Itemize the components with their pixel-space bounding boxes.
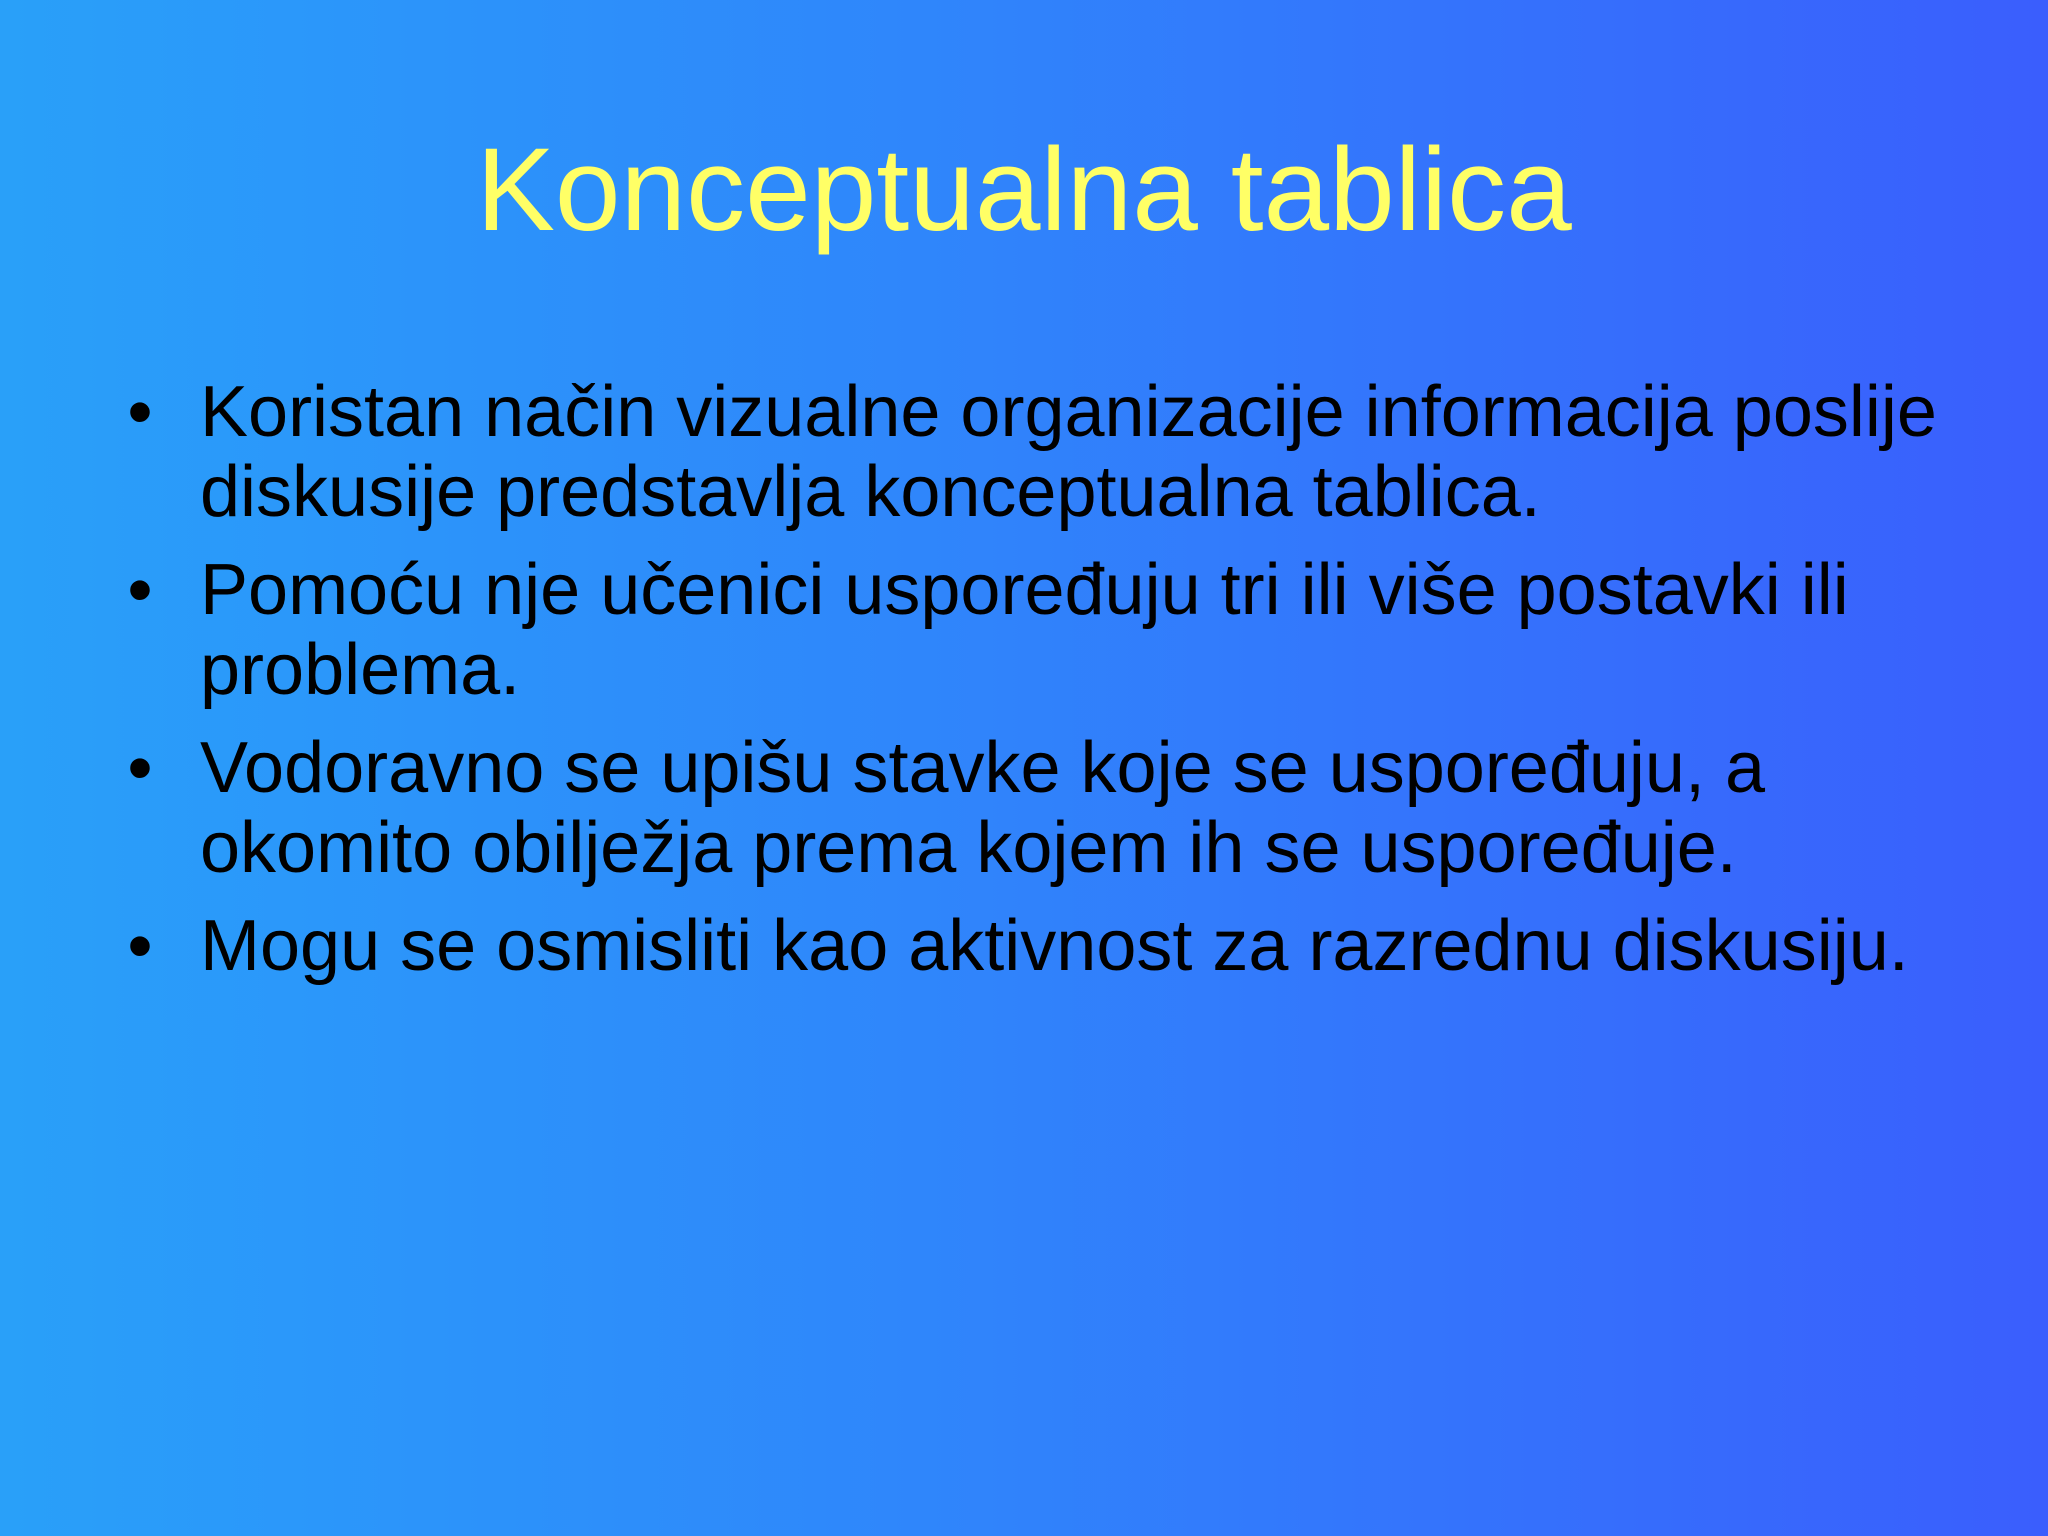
- bullet-icon: •: [127, 372, 153, 452]
- bullet-item-2: [120, 550, 1940, 710]
- bullet-list: [120, 372, 1940, 1004]
- bullet-item-4: [120, 906, 1940, 986]
- bullet-text: Koristan način vizualne organizacije informacija poslije diskusije predstavlja konceptualna tablica.: [200, 372, 1937, 532]
- bullet-item-3: [120, 728, 1940, 888]
- bullet-icon: •: [127, 728, 153, 808]
- bullet-text: Vodoravno se upišu stavke koje se uspoređuju, a okomito obilježja prema kojem ih se uspoređuje.: [200, 728, 1766, 888]
- bullet-text: Pomoću nje učenici uspoređuju tri ili više postavki ili problema.: [200, 550, 1849, 710]
- bullet-text: Mogu se osmisliti kao aktivnost za razrednu diskusiju.: [200, 906, 1909, 986]
- bullet-item-1: [120, 372, 1940, 532]
- bullet-icon: •: [127, 906, 153, 986]
- bullet-icon: •: [127, 550, 153, 630]
- slide-title: Konceptualna tablica: [476, 124, 1572, 256]
